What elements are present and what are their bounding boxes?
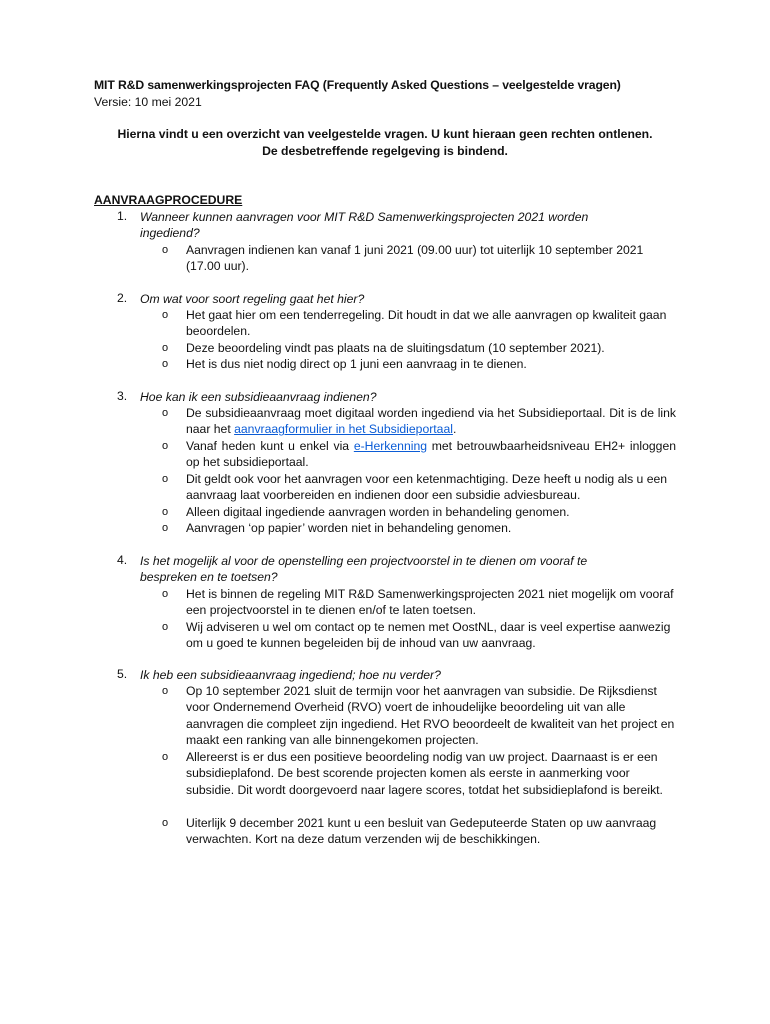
answer-item: Alleen digitaal ingediende aanvragen worden in behandeling genomen.	[186, 505, 570, 519]
question-text: Is het mogelijk al voor de openstelling een projectvoorstel in te dienen om vooraf te bespreken en te toetsen?	[140, 554, 588, 585]
question-text: Ik heb een subsidieaanvraag ingediend; hoe nu verder?	[140, 668, 441, 682]
answer-text: .	[452, 422, 457, 437]
bullet-marker: o	[162, 588, 169, 600]
bullet-marker: o	[162, 407, 169, 419]
intro-disclaimer-line-1: Hierna vindt u een overzicht van veelgestelde vragen. U kunt hieraan geen rechten ontlenen.	[117, 127, 653, 141]
bullet-marker: o	[162, 358, 169, 370]
question-number: 4.	[117, 553, 128, 567]
answer-item	[186, 405, 676, 438]
answer-text: De subsidieaanvraag moet digitaal worden ingediend via het Subsidieportaal. Dit is de link naar het	[186, 406, 676, 437]
answer-item: Op 10 september 2021 sluit de termijn voor het aanvragen van subsidie. De Rijksdienst voor Ondernemend Overheid (RVO) voert de inhoudelijke beoordeling uit van alle aanvragen die compleet zijn ingediend. Het RVO beoordeelt de kwaliteit van het project en maakt een ranking van alle binnengekomen projecten.	[186, 684, 675, 748]
answer-item: Dit geldt ook voor het aanvragen voor een ketenmachtiging. Deze heeft u nodig als u een aanvraag laat voorbereiden en indienen door een subsidie adviesbureau.	[186, 472, 668, 503]
bullet-marker: o	[162, 309, 169, 321]
document-title: MIT R&D samenwerkingsprojecten FAQ (Frequently Asked Questions – veelgestelde vragen)	[94, 78, 621, 92]
answer-item: Het gaat hier om een tenderregeling. Dit houdt in dat we alle aanvragen op kwaliteit gaan beoordelen.	[186, 308, 667, 339]
question-text: Om wat voor soort regeling gaat het hier?	[140, 292, 365, 306]
answer-item: Allereerst is er dus een positieve beoordeling nodig van uw project. Daarnaast is er een subsidieplafond. De best scorende projecten komen als eerste in aanmerking voor subsidie. Dit wordt doorgevoerd naar lagere scores, totdat het subsidieplafond is bereikt.	[186, 750, 663, 797]
bullet-marker: o	[162, 473, 169, 485]
answer-item: Het is dus niet nodig direct op 1 juni een aanvraag in te dienen.	[186, 357, 527, 371]
section-heading: AANVRAAGPROCEDURE	[94, 193, 243, 207]
answer-item: Deze beoordeling vindt pas plaats na de sluitingsdatum (10 september 2021).	[186, 341, 605, 355]
bullet-marker: o	[162, 342, 169, 354]
bullet-marker: o	[162, 621, 169, 633]
question-number: 5.	[117, 667, 128, 681]
bullet-marker: o	[162, 506, 169, 518]
answer-item: Aanvragen indienen kan vanaf 1 juni 2021 (09.00 uur) tot uiterlijk 10 september 2021 (17.00 uur).	[186, 243, 644, 274]
document-version: Versie: 10 mei 2021	[94, 95, 202, 109]
question-number: 2.	[117, 291, 128, 305]
question-text: Wanneer kunnen aanvragen voor MIT R&D Samenwerkingsprojecten 2021 worden ingediend?	[140, 210, 589, 241]
e-herkenning-link[interactable]: e-Herkenning	[353, 439, 427, 453]
answer-item: Uiterlijk 9 december 2021 kunt u een besluit van Gedeputeerde Staten op uw aanvraag verwachten. Kort na deze datum verzenden wij de beschikkingen.	[186, 816, 657, 847]
bullet-marker: o	[162, 685, 169, 697]
answer-item	[186, 438, 676, 471]
bullet-marker: o	[162, 817, 169, 829]
question-number: 3.	[117, 389, 128, 403]
answer-text: met betrouwbaarheidsniveau EH2+ inloggen op het subsidieportaal.	[186, 439, 676, 470]
bullet-marker: o	[162, 522, 169, 534]
bullet-marker: o	[162, 440, 169, 452]
answer-item: Het is binnen de regeling MIT R&D Samenwerkingsprojecten 2021 niet mogelijk om vooraf een projectvoorstel in te dienen en/of te laten toetsen.	[186, 587, 674, 618]
bullet-marker: o	[162, 244, 169, 256]
intro-disclaimer-line-2: De desbetreffende regelgeving is bindend.	[262, 144, 508, 158]
answer-text: Vanaf heden kunt u enkel via	[186, 439, 354, 453]
answer-item: Aanvragen ‘op papier’ worden niet in behandeling genomen.	[186, 521, 512, 535]
question-number: 1.	[117, 209, 128, 223]
subsidieportaal-link[interactable]: aanvraagformulier in het Subsidieportaal	[234, 422, 453, 437]
answer-item: Wij adviseren u wel om contact op te nemen met OostNL, daar is veel expertise aanwezig om u goed te kunnen begeleiden bij de inhoud van uw aanvraag.	[186, 620, 671, 651]
question-text: Hoe kan ik een subsidieaanvraag indienen?	[140, 390, 377, 404]
bullet-marker: o	[162, 751, 169, 763]
